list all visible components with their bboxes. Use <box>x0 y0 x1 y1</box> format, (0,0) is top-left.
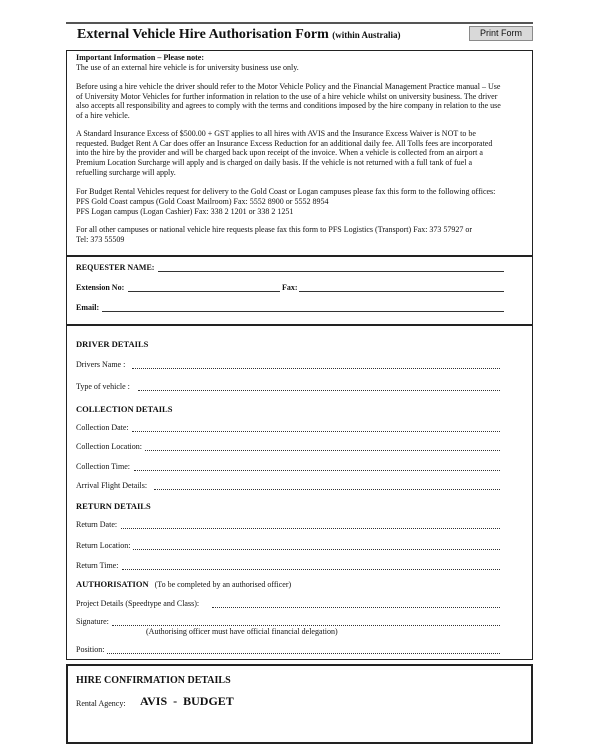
rental-agency-value: AVIS - BUDGET <box>140 694 234 708</box>
title-subtitle: (within Australia) <box>332 30 401 40</box>
details-box <box>66 325 533 660</box>
position-label: Position: <box>76 645 105 654</box>
collection-heading: COLLECTION DETAILS <box>76 404 173 414</box>
collection-location-label: Collection Location: <box>76 442 142 451</box>
return-time-field[interactable] <box>122 569 500 570</box>
rental-agency-label: Rental Agency: <box>76 699 126 708</box>
info-line: of University Motor Vehicles for further information in relation to the use of a hire vehicle whilst on university business. The driver <box>76 92 498 101</box>
email-field[interactable] <box>102 311 504 312</box>
fax-field[interactable] <box>299 291 504 292</box>
info-line: Before using a hire vehicle the driver should refer to the Motor Vehicle Policy and the Financial Management Practice manual – Use <box>76 82 501 91</box>
info-line: PFS Gold Coast campus (Gold Coast Mailroom) Fax: 5552 8900 or 5552 8954 <box>76 197 329 206</box>
driver-heading: DRIVER DETAILS <box>76 339 149 349</box>
info-line: of a hire vehicle. <box>76 111 130 120</box>
email-label: Email: <box>76 303 100 312</box>
extension-field[interactable] <box>128 291 280 292</box>
info-heading: Important Information – Please note: <box>76 53 204 62</box>
project-details-label: Project Details (Speedtype and Class): <box>76 599 200 608</box>
info-line: also accepts all responsibility and agrees to comply with the terms and conditions imposed by the hire company in relation to the use <box>76 101 501 110</box>
vehicle-type-label: Type of vehicle : <box>76 382 130 391</box>
info-line: The use of an external hire vehicle is for university business use only. <box>76 63 299 72</box>
info-line: For Budget Rental Vehicles request for delivery to the Gold Coast or Logan campuses please fax this form to the following offices: <box>76 187 496 196</box>
collection-date-field[interactable] <box>132 431 500 432</box>
collection-date-label: Collection Date: <box>76 423 129 432</box>
position-field[interactable] <box>107 653 500 654</box>
authorisation-row <box>76 579 291 590</box>
drivers-name-label: Drivers Name : <box>76 360 126 369</box>
drivers-name-field[interactable] <box>132 368 500 369</box>
requester-name-field[interactable] <box>158 271 504 272</box>
return-date-field[interactable] <box>121 528 500 529</box>
info-line: For all other campuses or national vehicle hire requests please fax this form to PFS Logistics (Transport) Fax: 373 57927 or <box>76 225 473 234</box>
vehicle-type-field[interactable] <box>138 390 500 391</box>
arrival-flight-label: Arrival Flight Details: <box>76 481 148 490</box>
collection-location-field[interactable] <box>145 450 500 451</box>
title-rule <box>66 22 533 24</box>
info-line: A Standard Insurance Excess of $500.00 + GST applies to all hires with AVIS and the Insurance Excess Waiver is NOT to be <box>76 129 476 138</box>
arrival-flight-field[interactable] <box>154 489 500 490</box>
info-line: PFS Logan campus (Logan Cashier) Fax: 338 2 1201 or 338 2 1251 <box>76 207 294 216</box>
extension-label: Extension No: <box>76 283 125 292</box>
info-line: refuelling surcharge will apply. <box>76 168 176 177</box>
return-location-field[interactable] <box>133 549 500 550</box>
return-date-label: Return Date: <box>76 520 118 529</box>
requester-name-label: REQUESTER NAME: <box>76 263 155 272</box>
info-line: Premium Location Surcharge will apply and is charged on daily basis. If the vehicle is not returned with a full tank of fuel a <box>76 158 473 167</box>
confirmation-heading: HIRE CONFIRMATION DETAILS <box>76 675 231 686</box>
signature-label: Signature: <box>76 617 109 626</box>
signature-note: (Authorising officer must have official financial delegation) <box>146 627 338 636</box>
print-form-button[interactable]: Print Form <box>469 26 533 41</box>
project-details-field[interactable] <box>212 607 500 608</box>
authorisation-heading: AUTHORISATION <box>76 579 149 589</box>
info-line: requested. Budget Rent A Car does offer an Insurance Excess Reduction for an additional daily fee. All Tolls fees are incorporated <box>76 139 493 148</box>
collection-time-field[interactable] <box>134 470 500 471</box>
info-line: into the hire by the provider and will be charged back upon receipt of the invoice. When a vehicle is collected from an airport a <box>76 148 483 157</box>
authorisation-note: (To be completed by an authorised officer) <box>154 580 292 589</box>
page-title <box>77 27 401 43</box>
title-text: External Vehicle Hire Authorisation Form <box>77 27 329 42</box>
return-time-label: Return Time: <box>76 561 119 570</box>
fax-label: Fax: <box>282 283 298 292</box>
return-location-label: Return Location: <box>76 541 131 550</box>
info-line: Tel: 373 55509 <box>76 235 125 244</box>
signature-field[interactable] <box>112 625 500 626</box>
collection-time-label: Collection Time: <box>76 462 131 471</box>
return-heading: RETURN DETAILS <box>76 501 151 511</box>
